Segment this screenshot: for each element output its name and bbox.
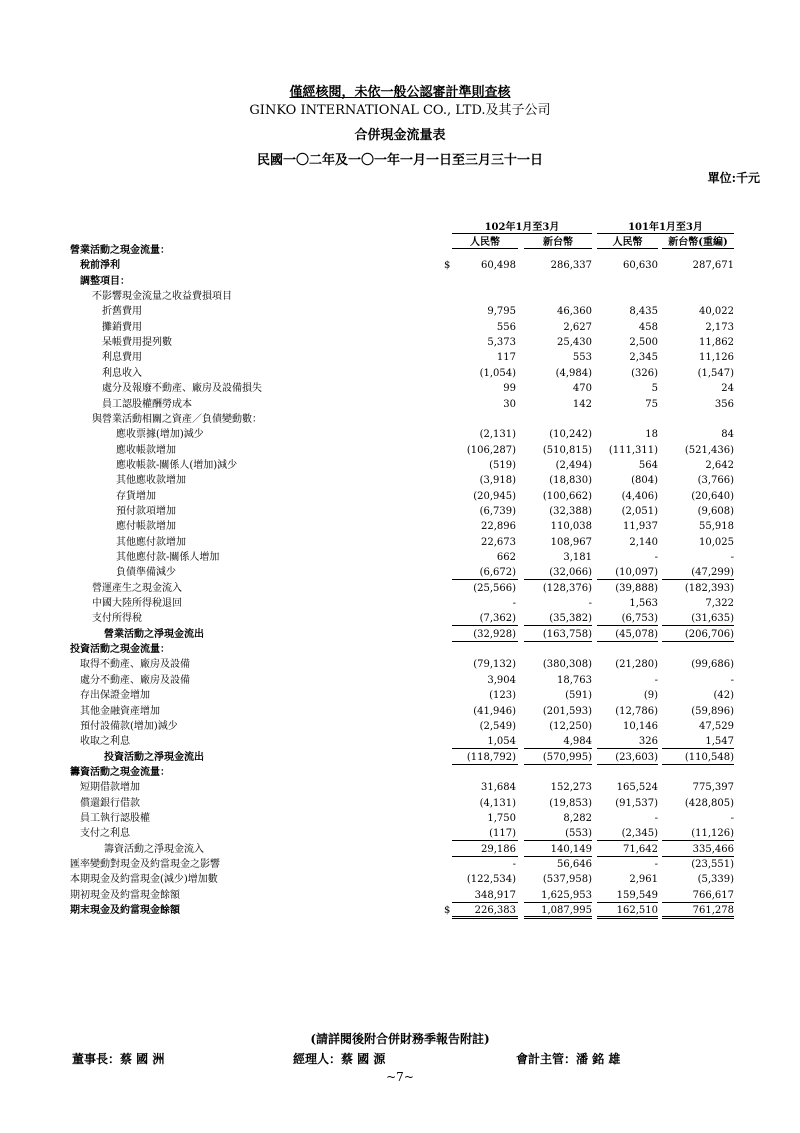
cell-value: 18,763 xyxy=(557,674,592,686)
table-row xyxy=(0,427,800,442)
cell-value: 1,750 xyxy=(487,812,516,824)
table-row xyxy=(0,842,800,857)
cell-value: (39,888) xyxy=(615,582,658,594)
cell-value: (25,566) xyxy=(473,582,516,594)
cell-value: 2,345 xyxy=(629,352,658,364)
table-row xyxy=(0,258,800,273)
double-underline xyxy=(452,916,518,919)
row-label: 支付之利息 xyxy=(80,828,130,840)
row-label: 籌資活動之淨現金流入 xyxy=(104,843,204,855)
column-header-rmb-2013: 人民幣 xyxy=(452,233,518,249)
table-row xyxy=(0,796,800,811)
row-label: 不影響現金流量之收益費損項目 xyxy=(92,291,232,303)
cell-value: (47,299) xyxy=(691,567,734,579)
cell-value: 286,337 xyxy=(550,260,592,272)
cell-value: 10,025 xyxy=(699,536,734,548)
cell-value: 47,529 xyxy=(699,720,734,732)
table-row xyxy=(0,719,800,734)
cell-value: 159,549 xyxy=(616,889,658,901)
cell-value: (23,551) xyxy=(691,859,734,870)
cell-value: - xyxy=(654,812,658,824)
row-label: 取得不動產、廠房及設備 xyxy=(80,659,190,671)
cell-value: 11,862 xyxy=(699,337,734,349)
double-underline xyxy=(597,916,658,919)
cell-value: (118,792) xyxy=(466,751,516,763)
cell-value: 29,186 xyxy=(481,843,516,855)
cell-value: 7,322 xyxy=(705,598,734,610)
cell-value: (19,853) xyxy=(549,797,592,809)
statement-period: 民國一〇二年及一〇一年一月一日至三月三十一日 xyxy=(256,153,543,168)
row-label: 利息費用 xyxy=(102,352,142,364)
cell-value: 5 xyxy=(651,383,658,395)
table-row xyxy=(0,581,800,596)
cell-value: 165,524 xyxy=(616,782,658,794)
table-row xyxy=(0,750,800,765)
cell-value: (91,537) xyxy=(615,797,658,809)
cell-value: 162,510 xyxy=(616,905,658,917)
row-label: 償還銀行借款 xyxy=(80,797,140,809)
cell-value: 75 xyxy=(645,398,658,410)
table-row xyxy=(0,704,800,719)
cell-value: (42) xyxy=(713,690,734,702)
review-note: 僅經核閱，未依一般公認審計準則查核 xyxy=(289,85,511,100)
cell-value: (553) xyxy=(565,828,592,840)
cell-value: (182,393) xyxy=(684,582,734,594)
cell-value: (570,995) xyxy=(542,751,592,763)
cell-value: 22,896 xyxy=(481,521,516,533)
cell-value: 1,547 xyxy=(705,736,734,748)
double-underline xyxy=(524,916,592,919)
table-row xyxy=(0,688,800,703)
cell-value: 8,435 xyxy=(629,306,658,318)
row-label: 籌資活動之現金流量： xyxy=(70,766,170,778)
cell-value: (12,250) xyxy=(549,720,592,732)
cell-value: 117 xyxy=(496,352,516,364)
row-label: 營運產生之現金流入 xyxy=(92,582,182,594)
row-label: 營業活動之現金流量： xyxy=(70,245,170,256)
cell-value: 287,671 xyxy=(692,260,734,272)
cell-value: (5,339) xyxy=(697,874,734,886)
cell-value: (2,131) xyxy=(479,429,516,441)
row-label: 其他金融資產增加 xyxy=(80,705,160,717)
cell-value: 60,498 xyxy=(481,260,516,272)
cell-value: (122,534) xyxy=(466,874,516,886)
row-label: 處分及報廢不動產、廠房及設備損失 xyxy=(102,383,262,395)
cell-value: 9,795 xyxy=(487,306,516,318)
table-row xyxy=(0,627,800,642)
cell-value: 662 xyxy=(496,552,516,563)
cell-value: (41,946) xyxy=(473,705,516,717)
table-row xyxy=(0,458,800,473)
row-label: 員工認股權酬勞成本 xyxy=(102,398,192,410)
cell-value: (123) xyxy=(489,690,516,702)
cell-value: (11,126) xyxy=(691,828,734,840)
cell-value: - xyxy=(730,552,734,563)
table-row xyxy=(0,550,800,565)
row-label: 應收票據(增加)減少 xyxy=(116,429,204,441)
company-name: GINKO INTERNATIONAL CO., LTD.及其子公司 xyxy=(249,103,551,118)
row-label: 期初現金及約當現金餘額 xyxy=(70,889,180,901)
cell-value: 4,984 xyxy=(563,736,592,748)
cell-value: (510,815) xyxy=(542,444,592,456)
row-label: 本期現金及約當現金(減少)增加數 xyxy=(70,874,218,886)
cell-value: (3,766) xyxy=(697,475,734,487)
cell-value: 24 xyxy=(721,383,734,395)
table-row xyxy=(0,657,800,672)
cell-value: (32,928) xyxy=(473,628,516,640)
row-label: 存出保證金增加 xyxy=(80,690,150,702)
row-label: 與營業活動相關之資產／負債變動數： xyxy=(92,413,262,425)
table-row xyxy=(0,397,800,412)
cell-value: (6,753) xyxy=(621,613,658,625)
cell-value: 152,273 xyxy=(550,782,592,794)
table-row xyxy=(0,320,800,335)
currency-symbol: $ xyxy=(444,260,451,272)
cell-value: 40,022 xyxy=(699,306,734,318)
row-label: 匯率變動對現金及約當現金之影響 xyxy=(70,859,220,870)
row-label: 收取之利息 xyxy=(80,736,130,748)
cell-value: (2,494) xyxy=(555,459,592,471)
column-header-twd-2012-restated: 新台幣(重編) xyxy=(662,233,734,249)
footnote-reference: (請詳閱後附合併財務季報告附註) xyxy=(310,1032,490,1046)
cell-value: (1,547) xyxy=(697,367,734,379)
cell-value: (59,896) xyxy=(691,705,734,717)
cell-value: (7,362) xyxy=(479,613,516,625)
cell-value: (2,051) xyxy=(621,505,658,517)
cell-value: (10,242) xyxy=(549,429,592,441)
cell-value: - xyxy=(654,552,658,563)
group-header-2013: 102年1月至3月 xyxy=(452,218,592,234)
cell-value: - xyxy=(730,674,734,686)
cell-value: 46,360 xyxy=(557,306,592,318)
cell-value: 11,126 xyxy=(699,352,734,364)
table-row xyxy=(0,304,800,319)
cell-value: (100,662) xyxy=(542,490,592,502)
table-row xyxy=(0,289,800,304)
cell-value: 22,673 xyxy=(481,536,516,548)
cell-value: 556 xyxy=(496,321,516,333)
cell-value: 553 xyxy=(572,352,592,364)
table-row xyxy=(0,535,800,550)
cell-value: 2,500 xyxy=(629,337,658,349)
cell-value: (31,635) xyxy=(691,613,734,625)
cell-value: (591) xyxy=(565,690,592,702)
cell-value: 326 xyxy=(638,736,658,748)
cell-value: (18,830) xyxy=(549,475,592,487)
table-row xyxy=(0,903,800,918)
row-label: 期末現金及約當現金餘額 xyxy=(70,905,180,917)
cell-value: (4,131) xyxy=(479,797,516,809)
cell-value: 2,642 xyxy=(705,459,734,471)
statement-title: 合併現金流量表 xyxy=(354,128,446,143)
table-row xyxy=(0,274,800,289)
cell-value: (21,280) xyxy=(615,659,658,671)
cell-value: - xyxy=(654,859,658,870)
row-label: 投資活動之現金流量： xyxy=(70,644,170,656)
cell-value: 1,054 xyxy=(487,736,516,748)
cell-value: (45,078) xyxy=(615,628,658,640)
cell-value: 470 xyxy=(572,383,592,395)
table-row xyxy=(0,734,800,749)
cell-value: 766,617 xyxy=(692,889,734,901)
group-header-2012: 101年1月至3月 xyxy=(597,218,734,234)
cell-value: (537,958) xyxy=(542,874,592,886)
row-label: 負債準備減少 xyxy=(116,567,176,579)
table-row xyxy=(0,765,800,780)
cell-value: (4,984) xyxy=(555,367,592,379)
cell-value: (1,054) xyxy=(479,367,516,379)
cell-value: - xyxy=(512,859,516,870)
row-label: 支付所得稅 xyxy=(92,613,142,625)
cell-value: 226,383 xyxy=(474,905,516,917)
cell-value: (3,918) xyxy=(479,475,516,487)
table-row xyxy=(0,780,800,795)
cell-value: 348,917 xyxy=(474,889,516,901)
row-label: 調整項目： xyxy=(80,275,130,287)
row-label: 呆帳費用提列數 xyxy=(102,337,172,349)
cell-value: (519) xyxy=(489,459,516,471)
row-label: 折舊費用 xyxy=(102,306,142,318)
cell-value: 31,684 xyxy=(481,782,516,794)
table-row xyxy=(0,611,800,626)
table-row xyxy=(0,443,800,458)
table-row xyxy=(0,872,800,887)
table-row xyxy=(0,826,800,841)
double-underline xyxy=(662,916,734,919)
cell-value: (111,311) xyxy=(608,444,658,456)
cell-value: (804) xyxy=(631,475,658,487)
cell-value: 60,630 xyxy=(623,260,658,272)
cell-value: 564 xyxy=(638,459,658,471)
row-label: 利息收入 xyxy=(102,367,142,379)
cell-value: 30 xyxy=(503,398,516,410)
cell-value: (163,758) xyxy=(542,628,592,640)
table-row xyxy=(0,888,800,903)
cell-value: (35,382) xyxy=(549,613,592,625)
cell-value: (6,672) xyxy=(479,567,516,579)
row-label: 應收帳款增加 xyxy=(116,444,176,456)
cell-value: 775,397 xyxy=(692,782,734,794)
cell-value: 2,961 xyxy=(629,874,658,886)
cell-value: 8,282 xyxy=(563,812,592,824)
cell-value: (32,388) xyxy=(549,505,592,517)
cell-value: 55,918 xyxy=(699,521,734,533)
cell-value: (6,739) xyxy=(479,505,516,517)
table-row xyxy=(0,243,800,258)
row-label: 稅前淨利 xyxy=(80,260,120,272)
cell-value: 2,140 xyxy=(629,536,658,548)
cell-value: - xyxy=(588,598,592,610)
cell-value: (23,603) xyxy=(615,751,658,763)
table-row xyxy=(0,642,800,657)
row-label: 應收帳款-關係人(增加)減少 xyxy=(116,459,238,471)
cell-value: 335,466 xyxy=(692,843,734,855)
cell-value: 84 xyxy=(721,429,734,441)
cell-value: (4,406) xyxy=(621,490,658,502)
table-row xyxy=(0,366,800,381)
row-label: 其他應付款增加 xyxy=(116,536,186,548)
row-label: 營業活動之淨現金流出 xyxy=(104,628,204,640)
cell-value: 99 xyxy=(503,383,516,395)
row-label: 處分不動產、廠房及設備 xyxy=(80,674,190,686)
table-row xyxy=(0,350,800,365)
row-label: 員工執行認股權 xyxy=(80,812,150,824)
cell-value: (428,805) xyxy=(684,797,734,809)
cell-value: 142 xyxy=(572,398,592,410)
cell-value: (106,287) xyxy=(466,444,516,456)
table-row xyxy=(0,565,800,580)
cell-value: (206,706) xyxy=(684,628,734,640)
table-row xyxy=(0,596,800,611)
cell-value: (79,132) xyxy=(473,659,516,671)
table-row xyxy=(0,381,800,396)
table-row xyxy=(0,811,800,826)
cell-value: 2,627 xyxy=(563,321,592,333)
cell-value: (2,549) xyxy=(479,720,516,732)
cell-value: 356 xyxy=(714,398,734,410)
row-label: 其他應收款增加 xyxy=(116,475,186,487)
cell-value: - xyxy=(654,674,658,686)
row-label: 攤銷費用 xyxy=(102,321,142,333)
cell-value: 1,087,995 xyxy=(541,905,592,917)
cell-value: (10,097) xyxy=(615,567,658,579)
table-row xyxy=(0,519,800,534)
cell-value: 1,563 xyxy=(629,598,658,610)
table-row xyxy=(0,473,800,488)
row-label: 短期借款增加 xyxy=(80,782,140,794)
column-header-rmb-2012: 人民幣 xyxy=(597,233,658,249)
table-row xyxy=(0,857,800,872)
cell-value: 3,181 xyxy=(563,552,592,563)
cell-value: (380,308) xyxy=(542,659,592,671)
cell-value: 3,904 xyxy=(487,674,516,686)
cell-value: (2,345) xyxy=(621,828,658,840)
cell-value: (117) xyxy=(489,828,516,840)
cell-value: 140,149 xyxy=(550,843,592,855)
cell-value: 108,967 xyxy=(550,536,592,548)
table-row xyxy=(0,504,800,519)
cell-value: 71,642 xyxy=(623,843,658,855)
cell-value: (521,436) xyxy=(684,444,734,456)
table-row xyxy=(0,673,800,688)
cell-value: (9) xyxy=(643,690,658,702)
table-row xyxy=(0,335,800,350)
cell-value: - xyxy=(730,812,734,824)
cell-value: - xyxy=(512,598,516,610)
cell-value: (9,608) xyxy=(697,505,734,517)
cell-value: 10,146 xyxy=(623,720,658,732)
signature-accountant: 會計主管：潘 銘 雄 xyxy=(516,1052,621,1066)
cell-value: (201,593) xyxy=(542,705,592,717)
row-label: 投資活動之淨現金流出 xyxy=(104,751,204,763)
row-label: 應付帳款增加 xyxy=(116,521,176,533)
cell-value: 11,937 xyxy=(623,521,658,533)
cell-value: 25,430 xyxy=(557,337,592,349)
row-label: 預付設備款(增加)減少 xyxy=(80,720,178,732)
cell-value: (12,786) xyxy=(615,705,658,717)
cell-value: 5,373 xyxy=(487,337,516,349)
cell-value: (20,640) xyxy=(691,490,734,502)
cell-value: (110,548) xyxy=(684,751,734,763)
column-header-twd-2013: 新台幣 xyxy=(524,233,592,249)
cell-value: (128,376) xyxy=(542,582,592,594)
row-label: 存貨增加 xyxy=(116,490,156,502)
currency-symbol: $ xyxy=(444,905,451,917)
cell-value: 110,038 xyxy=(550,521,592,533)
row-label: 中國大陸所得稅退回 xyxy=(92,598,182,610)
cell-value: (32,066) xyxy=(549,567,592,579)
table-row xyxy=(0,412,800,427)
unit-label: 單位:千元 xyxy=(707,171,760,185)
row-label: 其他應付款-關係人增加 xyxy=(116,552,220,563)
signature-manager: 經理人：蔡 國 源 xyxy=(293,1052,386,1066)
page-number: ~7~ xyxy=(386,1070,414,1084)
cell-value: 761,278 xyxy=(692,905,734,917)
cell-value: (99,686) xyxy=(691,659,734,671)
row-label: 預付款項增加 xyxy=(116,505,176,517)
cell-value: 56,646 xyxy=(557,859,592,870)
cell-value: (326) xyxy=(631,367,658,379)
cell-value: 1,625,953 xyxy=(541,889,592,901)
cell-value: (20,945) xyxy=(473,490,516,502)
cell-value: 18 xyxy=(645,429,658,441)
table-row xyxy=(0,489,800,504)
cell-value: 2,173 xyxy=(705,321,734,333)
signature-chairman: 董事長：蔡 國 洲 xyxy=(72,1052,165,1066)
cell-value: 458 xyxy=(638,321,658,333)
